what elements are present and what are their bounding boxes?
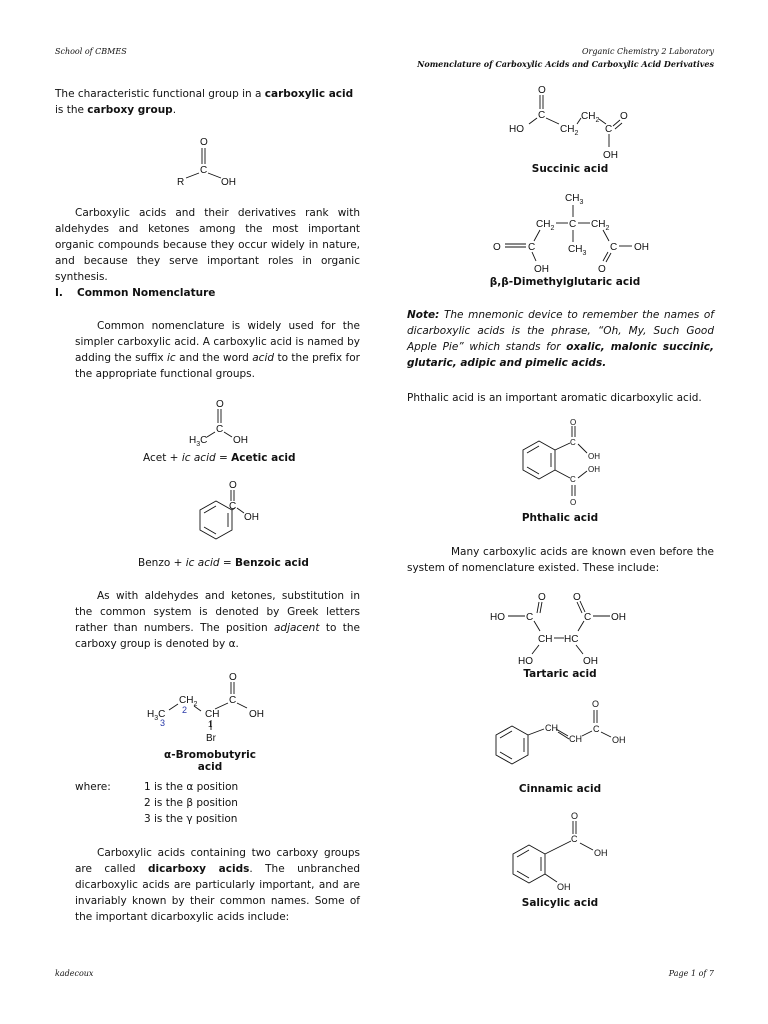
para2-text-1: Common nomenclature is widely used for the simpler carboxylic acid. A carboxylic acid is named by adding the suffix	[75, 320, 360, 364]
para2-acid: acid	[252, 352, 275, 364]
atom-c-left: C	[528, 242, 536, 253]
phthalic-caption: Phthalic acid	[521, 512, 599, 524]
phthalic-intro: Phthalic acid is an important aromatic dicarboxylic acid.	[407, 392, 702, 404]
atom-ho-left: HO	[490, 612, 505, 623]
atom-ch-1: CH	[545, 723, 558, 733]
intro-text-2: is the	[55, 104, 88, 116]
acetic-equation	[143, 452, 296, 464]
para2-text-3: to the prefix for the appropriate functional groups.	[75, 352, 360, 380]
intro-term-carboxy-group: carboxy group	[87, 104, 173, 116]
atom-h3c: $H_3C$	[189, 435, 208, 448]
section-heading	[55, 287, 215, 299]
atom-c-right: C	[610, 242, 618, 253]
atom-oh-right: OH	[611, 612, 626, 623]
position-2: 2	[182, 705, 188, 715]
salicylic-acid-structure	[505, 810, 625, 900]
header-right-line1: Organic Chemistry 2 Laboratory	[582, 47, 714, 56]
atom-oh: OH	[603, 150, 618, 161]
atom-c-right: C	[605, 124, 613, 135]
acetic-prefix: Acet +	[143, 452, 182, 464]
atom-c-right: C	[584, 612, 592, 623]
tartaric-acid-structure	[488, 588, 638, 670]
acetic-result: Acetic acid	[231, 452, 296, 464]
succinic-caption: Succinic acid	[531, 163, 609, 175]
atom-o-top: O	[570, 418, 577, 427]
atom-ch2-right: $CH_2$	[591, 219, 610, 232]
paragraph-greek-letters	[75, 588, 360, 652]
acetic-suffix: ic acid	[181, 452, 216, 464]
paragraph-historic-acids: Many carboxylic acids are known even before the system of nomenclature existed. These include:	[407, 546, 714, 574]
atom-c-center: C	[569, 219, 577, 230]
dimethylglutaric-caption: β,β-Dimethylglutaric acid	[489, 276, 641, 288]
atom-o-right: O	[620, 111, 628, 122]
atom-o-left: O	[493, 242, 501, 253]
atom-ch2-a: $CH_2$	[560, 124, 579, 137]
atom-o-top: O	[538, 85, 546, 96]
section-title: Common Nomenclature	[77, 287, 216, 299]
atom-c: C	[216, 424, 224, 435]
atom-oh-bottom: OH	[583, 656, 598, 667]
atom-o-right: O	[598, 264, 606, 275]
atom-r: R	[177, 177, 185, 188]
atom-oh-top: OH	[588, 452, 600, 461]
para3-text-2: to the carboxy group is denoted by α.	[75, 622, 360, 650]
atom-oh-left: OH	[534, 264, 549, 275]
intro-paragraph	[55, 86, 360, 118]
atom-c-top: C	[570, 438, 576, 447]
carboxy-group-structure	[170, 132, 250, 192]
atom-o: O	[216, 399, 224, 410]
para2-text-2: and the word	[175, 352, 253, 364]
atom-ch: CH	[538, 634, 553, 645]
intro-text-3: .	[172, 104, 177, 116]
atom-c: C	[200, 165, 208, 176]
succinic-acid-structure	[505, 82, 635, 162]
atom-oh-bottom: OH	[588, 465, 600, 474]
atom-c: C	[571, 834, 578, 844]
cinnamic-acid-structure	[490, 695, 665, 780]
acetic-acid-structure	[185, 395, 265, 450]
para4-text-1: Carboxylic acids containing two carboxy groups are called	[75, 847, 360, 875]
atom-hc: HC	[564, 634, 579, 645]
atom-ch3-top: $CH_3$	[565, 193, 584, 206]
atom-o-bottom: O	[570, 498, 577, 507]
atom-o: O	[229, 480, 237, 491]
atom-c: C	[229, 501, 237, 512]
position-1: 1	[208, 720, 213, 729]
atom-oh-carboxy: OH	[594, 848, 608, 858]
atom-oh: OH	[221, 177, 236, 188]
cinnamic-caption: Cinnamic acid	[518, 783, 602, 795]
atom-br: Br	[206, 733, 216, 744]
benzoic-equals: =	[219, 557, 236, 569]
atom-oh: OH	[244, 512, 259, 523]
header-right-line2: Nomenclature of Carboxylic Acids and Carboxylic Acid Derivatives	[417, 59, 714, 69]
benzoic-prefix: Benzo +	[138, 557, 186, 569]
atom-ch2: $CH_2$	[179, 695, 198, 708]
atom-ch2-b: $CH_2$	[581, 111, 600, 124]
note-text: The mnemonic device to remember the names of dicarboxylic acids is the phrase, “Oh, My, Such Good Apple Pie” which stands for	[407, 309, 714, 353]
atom-ch-alpha: CH	[205, 709, 220, 720]
where-label: where:	[75, 781, 111, 793]
para3-adjacent: adjacent	[273, 622, 320, 634]
acetic-equals: =	[215, 452, 232, 464]
atom-ch-2: CH	[569, 734, 582, 744]
para3-text-1: As with aldehydes and ketones, substitution in the common system is denoted by Greek letters rather than numbers. The position	[75, 590, 360, 634]
atom-o-left: O	[538, 592, 546, 603]
footer-left: kadecoux	[55, 969, 94, 978]
bromobutyric-acid-structure	[145, 668, 280, 748]
footer-page-number: Page 1 of 7	[668, 969, 714, 978]
paragraph-common-nomenclature	[75, 318, 360, 382]
paragraph-dicarboxy	[75, 845, 360, 925]
atom-o: O	[592, 699, 600, 709]
para4-dicarboxy-term: dicarboxy acids	[148, 863, 250, 875]
benzoic-acid-structure	[180, 478, 270, 553]
intro-term-carboxylic-acid: carboxylic acid	[264, 88, 354, 100]
atom-c-left: C	[538, 110, 546, 121]
note-paragraph	[407, 307, 714, 371]
where-item-1: 1 is the α position	[144, 781, 239, 793]
phthalic-acid-structure	[515, 418, 625, 513]
atom-ho: HO	[509, 124, 524, 135]
atom-ch3-bottom: $CH_3$	[568, 244, 587, 257]
header-left: School of CBMES	[55, 47, 127, 56]
atom-c-left: C	[526, 612, 534, 623]
benzoic-suffix: ic acid	[185, 557, 220, 569]
where-item-2: 2 is the β position	[144, 797, 238, 809]
bromobutyric-caption: α-Bromobutyric acid	[164, 749, 256, 773]
atom-oh: OH	[233, 435, 248, 446]
dimethylglutaric-acid-structure	[490, 190, 665, 275]
atom-ho-bottom: HO	[518, 656, 533, 667]
atom-oh: OH	[249, 709, 264, 720]
benzoic-result: Benzoic acid	[235, 557, 309, 569]
tartaric-caption: Tartaric acid	[523, 668, 597, 680]
intro-text-1: The characteristic functional group in a	[55, 88, 265, 100]
atom-o-right: O	[573, 592, 581, 603]
atom-oh-phenol: OH	[557, 882, 571, 892]
atom-c: C	[593, 724, 600, 734]
atom-o: O	[229, 672, 237, 683]
para2-ic: ic	[167, 352, 176, 364]
atom-o: O	[571, 811, 579, 821]
atom-h3c: $H_3C$	[147, 709, 166, 722]
benzoic-equation	[138, 557, 309, 569]
note-acid-list: oxalic, malonic succinic, glutaric, adipic and pimelic acids.	[407, 341, 714, 369]
paragraph-importance: Carboxylic acids and their derivatives rank with aldehydes and ketones among the most important organic compounds because they occur widely in nature, and because they serve important roles in organic synthesis.	[55, 207, 360, 283]
section-number: I.	[55, 287, 63, 299]
where-item-3: 3 is the γ position	[144, 813, 238, 825]
atom-ch2-left: $CH_2$	[536, 219, 555, 232]
atom-oh: OH	[612, 735, 626, 745]
salicylic-caption: Salicylic acid	[521, 897, 599, 909]
para4-text-2: . The unbranched dicarboxylic acids are particularly important, and are invariably known by their common names. Some of the important dicarboxylic acids include:	[75, 863, 361, 923]
atom-c-bottom: C	[570, 475, 576, 484]
atom-c-carboxy: C	[229, 695, 237, 706]
atom-o: O	[200, 137, 208, 148]
position-3: 3	[160, 718, 166, 728]
note-label: Note:	[407, 309, 440, 321]
atom-oh-right: OH	[634, 242, 649, 253]
